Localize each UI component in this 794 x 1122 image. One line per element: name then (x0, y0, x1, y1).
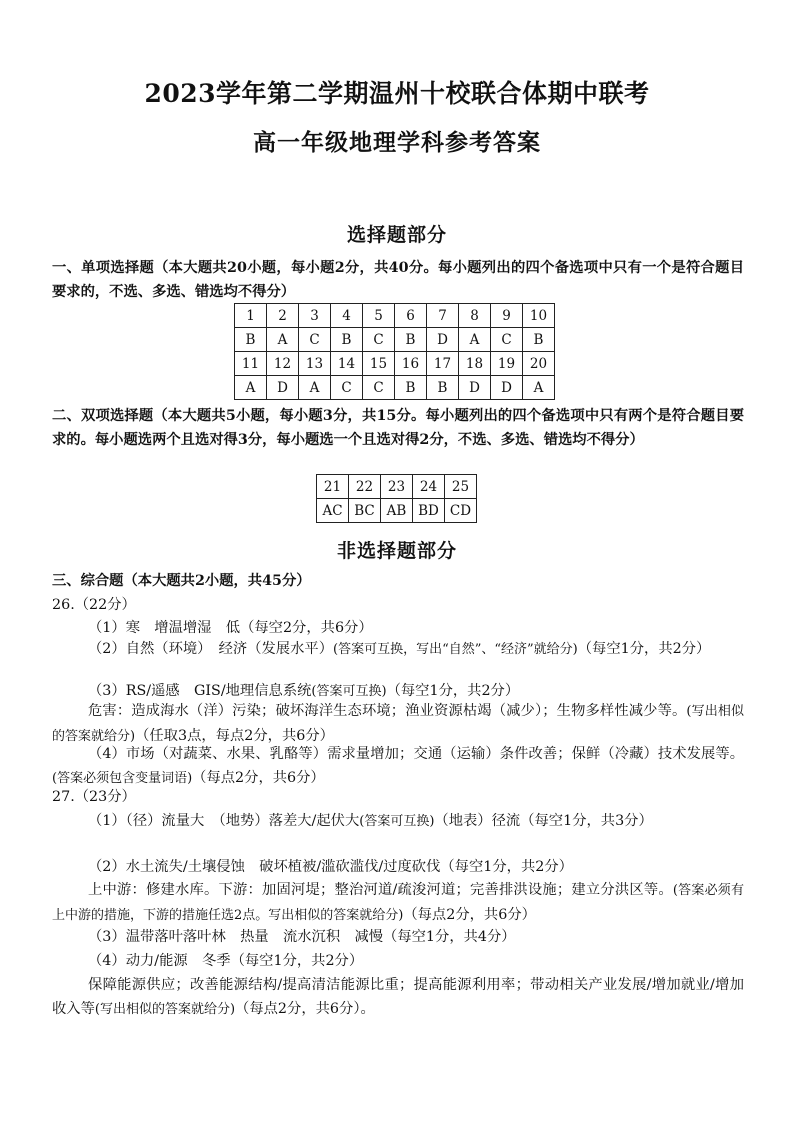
answer-cell: A (267, 328, 299, 352)
q26-answer-2-note: (答案可互换，写出“自然”、“经济”就给分) (333, 642, 578, 657)
answer-cell: D (267, 376, 299, 400)
answer-cell: B (395, 376, 427, 400)
q26-answer-3-main: （3）RS/遥感 GIS/地理信息系统 (88, 683, 312, 699)
question-number-cell: 21 (317, 475, 349, 499)
q26-answer-4 (52, 742, 744, 791)
answer-cell: C (331, 376, 363, 400)
q26-harm-main: 危害：造成海水（洋）污染；破坏海洋生态环境；渔业资源枯竭（减少）；生物多样性减少等。 (88, 703, 687, 719)
question-number-cell: 8 (459, 304, 491, 328)
question-number-cell: 17 (427, 352, 459, 376)
question-number-cell: 4 (331, 304, 363, 328)
q26-answer-1: （1）寒 增温增湿 低（每空2分，共6分） (88, 620, 373, 636)
q26-answer-3-note: (答案可互换) (311, 684, 387, 699)
table-row (317, 475, 477, 499)
part1-instructions: 一、单项选择题（本大题共20小题，每小题2分，共40分。每小题列出的四个备选项中只有一个是符合题目要求的，不选、多选、错选均不得分） (52, 260, 744, 300)
q27-answer-2: （2）水土流失/土壤侵蚀 破坏植被/滥砍滥伐/过度砍伐（每空1分，共2分） (88, 859, 573, 875)
q27-energy-tail: （每点2分，共6分）。 (235, 1001, 375, 1017)
question-number-cell: 13 (299, 352, 331, 376)
q27-measures-main: 上中游：修建水库。下游：加固河堤；整治河道/疏浚河道；完善排洪设施；建立分洪区等。 (88, 882, 673, 898)
single-choice-answer-table (234, 303, 555, 400)
table-row (235, 328, 555, 352)
q26-answer-4-tail: （每点2分，共6分） (192, 770, 325, 786)
q26-answer-2 (52, 637, 744, 662)
question-number-cell: 10 (523, 304, 555, 328)
exam-title: 2023学年第二学期温州十校联合体期中联考 (144, 79, 650, 108)
q27-energy-note: (写出相似的答案就给分) (94, 1002, 236, 1017)
q26-answer-3-tail: （每空1分，共2分） (386, 683, 520, 699)
answer-cell: BD (413, 499, 445, 523)
answer-cell: D (459, 376, 491, 400)
question-number-cell: 16 (395, 352, 427, 376)
question-number-cell: 5 (363, 304, 395, 328)
q26-answer-2-tail: （每空1分，共2分） (577, 641, 711, 657)
question-number-cell: 11 (235, 352, 267, 376)
part2-instructions: 二、双项选择题（本大题共5小题，每小题3分，共15分。每小题列出的四个备选项中只有两个是符合题目要求的。每小题选两个且选对得3分，每小题选一个且选对得2分，不选、多选、错选均不得分） (52, 408, 744, 448)
answer-cell: B (427, 376, 459, 400)
question-number-cell: 7 (427, 304, 459, 328)
answer-cell: AC (317, 499, 349, 523)
question-number-cell: 22 (349, 475, 381, 499)
q27-answer-4: （4）动力/能源 冬季（每空1分，共2分） (88, 953, 364, 969)
question-number-cell: 15 (363, 352, 395, 376)
q27-measures (52, 878, 744, 928)
answer-cell: A (299, 376, 331, 400)
answer-cell: A (459, 328, 491, 352)
q26-answer-4-main: （4）市场（对蔬菜、水果、乳酪等）需求量增加；交通（运输）条件改善；保鲜（冷藏）技术发展等。 (88, 746, 744, 762)
answer-cell: C (363, 328, 395, 352)
answer-cell: CD (445, 499, 477, 523)
q27-answer-3: （3）温带落叶落叶林 热量 流水沉积 减慢（每空1分，共4分） (88, 929, 516, 945)
double-choice-answer-table (316, 474, 477, 523)
answer-cell: B (331, 328, 363, 352)
question-number-cell: 2 (267, 304, 299, 328)
answer-cell: BC (349, 499, 381, 523)
q27-answer-1-main: （1）（径）流量大 （地势）落差大/起伏大 (88, 813, 360, 829)
section-heading-choice: 选择题部分 (346, 224, 447, 246)
answer-cell: C (363, 376, 395, 400)
q27-energy-main: 保障能源供应；改善能源结构/提高清洁能源比重；提高能源利用率；带动相关产业发展/增加就业/增加收入等 (52, 977, 744, 1017)
answer-cell: A (235, 376, 267, 400)
answer-cell: B (235, 328, 267, 352)
table-row (235, 352, 555, 376)
part3-instructions: 三、综合题（本大题共2小题，共45分） (52, 573, 311, 589)
q27-answer-1 (52, 809, 744, 834)
table-row (235, 304, 555, 328)
question-number-cell: 9 (491, 304, 523, 328)
q26-answer-2-main: （2）自然（环境） 经济（发展水平） (88, 641, 333, 657)
q27-measures-tail: （每点2分，共6分） (403, 907, 536, 923)
answer-cell: C (299, 328, 331, 352)
question-number-cell: 1 (235, 304, 267, 328)
answer-cell: A (523, 376, 555, 400)
question-number-cell: 19 (491, 352, 523, 376)
question-number-cell: 24 (413, 475, 445, 499)
q26-harm-tail: （任取3点，每点2分，共6分） (135, 728, 334, 744)
table-row (235, 376, 555, 400)
question-number-cell: 20 (523, 352, 555, 376)
table-row (317, 499, 477, 523)
answer-cell: AB (381, 499, 413, 523)
question-number-cell: 23 (381, 475, 413, 499)
answer-cell: C (491, 328, 523, 352)
q26-label: 26.（22分） (52, 597, 136, 613)
q26-answer-4-note: (答案必须包含变量词语) (52, 771, 193, 786)
answer-cell: B (523, 328, 555, 352)
question-number-cell: 18 (459, 352, 491, 376)
q27-energy (52, 973, 744, 1022)
q27-measures-note: (答案必须有上中游的措施，下游的措施任选2点。写出相似的答案就给分) (52, 883, 744, 923)
question-number-cell: 12 (267, 352, 299, 376)
q27-answer-1-note: (答案可互换) (359, 814, 435, 829)
answer-key-subtitle: 高一年级地理学科参考答案 (253, 129, 541, 156)
question-number-cell: 14 (331, 352, 363, 376)
q27-answer-1-tail: （地表）径流（每空1分，共3分） (434, 813, 653, 829)
q26-harm-note: (写出相似的答案就给分) (52, 704, 744, 744)
question-number-cell: 25 (445, 475, 477, 499)
answer-cell: B (395, 328, 427, 352)
q27-label: 27.（23分） (52, 789, 136, 805)
answer-cell: D (427, 328, 459, 352)
section-heading-nonchoice: 非选择题部分 (336, 540, 457, 562)
question-number-cell: 6 (395, 304, 427, 328)
question-number-cell: 3 (299, 304, 331, 328)
answer-cell: D (491, 376, 523, 400)
